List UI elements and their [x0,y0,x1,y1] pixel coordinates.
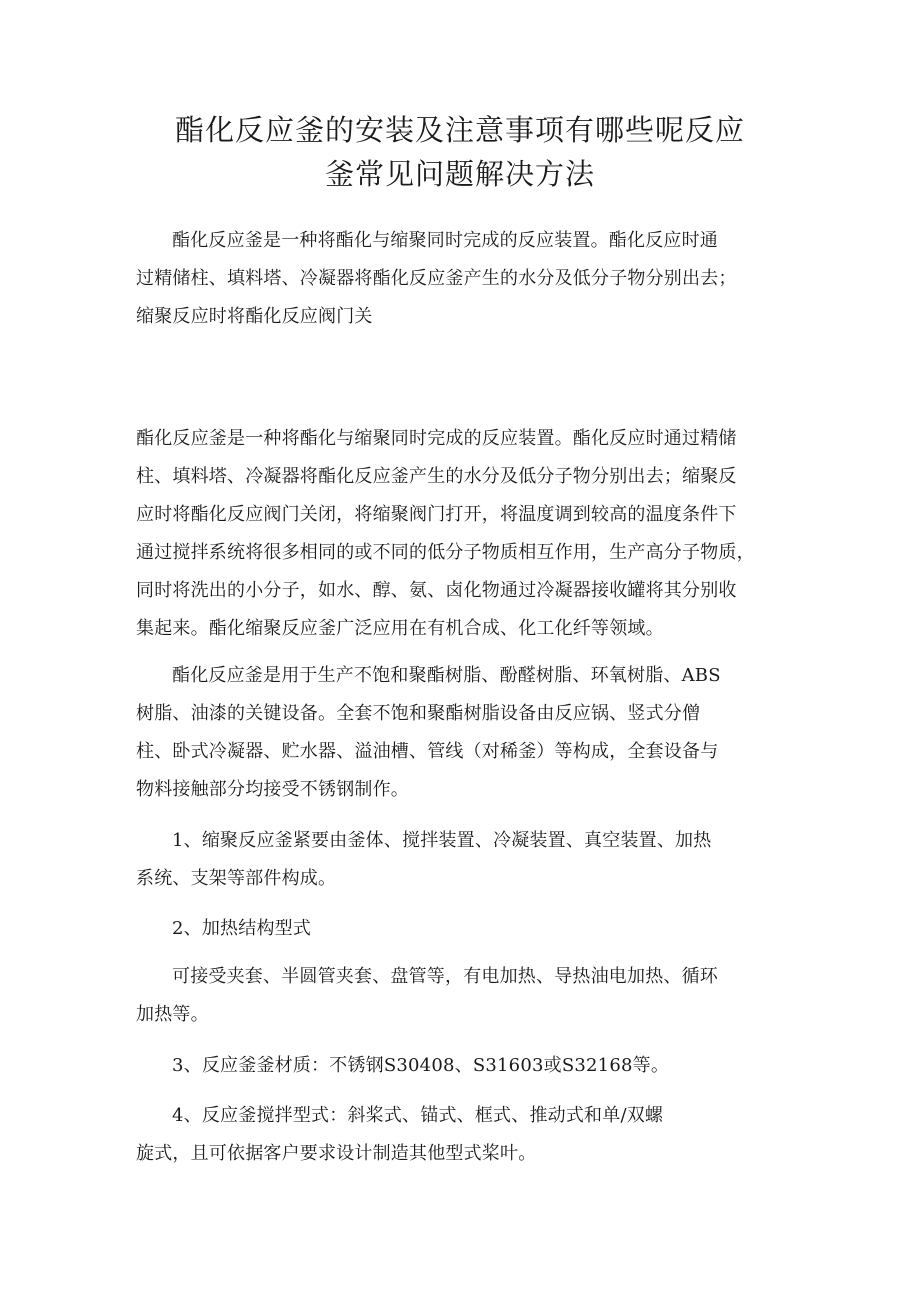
text-line: 过精储柱、填料塔、冷凝器将酯化反应釜产生的水分及低分子物分别出去； [136,268,737,289]
body-paragraph-4 [136,910,786,948]
text-line: 3、反应釜釜材质：不锈钢S30408、S31603或S32168等。 [172,1055,670,1076]
text-line: 酯化反应釜是用于生产不饱和聚酯树脂、酚醛树脂、环氧树脂、ABS [172,665,721,686]
text-line: 树脂、油漆的关键设备。全套不饱和聚酯树脂设备由反应锅、竖式分僧 [136,703,701,724]
body-paragraph-5 [136,958,786,1034]
text-line: 柱、卧式冷凝器、贮水器、溢油槽、管线（对稀釜）等构成，全套设备与 [136,741,719,762]
text-line: 4、反应釜搅拌型式：斜桨式、锚式、框式、推动式和单/双螺 [172,1105,664,1126]
text-line: 集起来。酯化缩聚反应釜广泛应用在有机合成、化工化纤等领域。 [136,618,664,639]
text-line: 系统、支架等部件构成。 [136,868,337,889]
text-line: 1、缩聚反应釜紧要由釜体、搅拌装置、冷凝装置、真空装置、加热 [172,830,712,851]
body-paragraph-3 [136,822,786,898]
text-line: 2、加热结构型式 [172,918,312,939]
text-line: 应时将酯化反应阀门关闭，将缩聚阀门打开，将温度调到较高的温度条件下 [136,504,737,525]
text-line: 通过搅拌系统将很多相同的或不同的低分子物质相互作用，生产高分子物质， [136,542,755,563]
text-line: 柱、填料塔、冷凝器将酯化反应釜产生的水分及低分子物分别出去；缩聚反 [136,466,737,487]
title-line-2: 釜常见问题解决方法 [324,157,595,191]
title-line-1: 酯化反应釜的安装及注意事项有哪些呢反应 [174,113,745,147]
text-line: 缩聚反应时将酯化反应阀门关 [136,306,373,327]
text-line: 可接受夹套、半圆管夹套、盘管等，有电加热、导热油电加热、循环 [172,966,718,987]
text-line: 同时将洗出的小分子，如水、醇、氨、卤化物通过冷凝器接收罐将其分别收 [136,580,737,601]
body-paragraph-2 [136,657,786,809]
text-line: 酯化反应釜是一种将酯化与缩聚同时完成的反应装置。酯化反应时通过精储 [136,428,737,449]
text-line: 加热等。 [136,1004,209,1025]
summary-paragraph [136,222,786,336]
text-line: 物料接触部分均接受不锈钢制作。 [136,779,409,800]
body-paragraph-6 [136,1047,786,1085]
body-paragraph-7 [136,1097,786,1173]
text-line: 旋式，且可依据客户要求设计制造其他型式桨叶。 [136,1143,537,1164]
page-title [120,108,800,196]
text-line: 酯化反应釜是一种将酯化与缩聚同时完成的反应装置。酯化反应时通 [172,230,718,251]
body-paragraph-1 [136,420,786,648]
